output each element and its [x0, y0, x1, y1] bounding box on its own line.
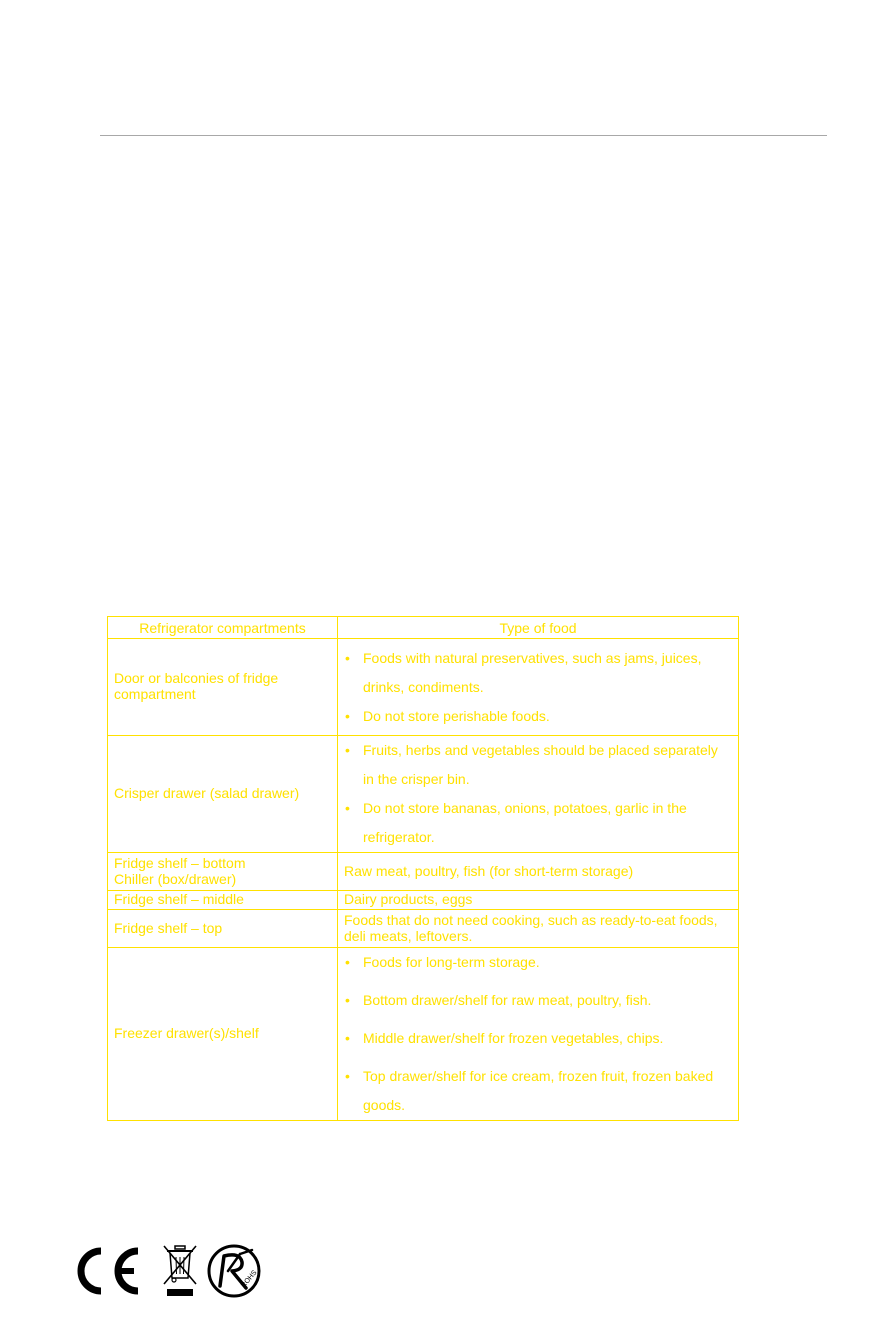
header-rule — [100, 135, 827, 136]
compartment-cell: Freezer drawer(s)/shelf — [108, 948, 338, 1121]
compartment-cell — [108, 853, 338, 891]
weee-crossed-bin-icon — [161, 1244, 199, 1298]
rohs-mark-icon — [206, 1244, 266, 1300]
compartment-cell: Fridge shelf – middle — [108, 891, 338, 910]
list-item: • Bottom drawer/shelf for raw meat, poultry, fish. — [344, 986, 732, 1015]
table-row — [108, 853, 739, 891]
food-cell: Dairy products, eggs — [338, 891, 739, 910]
compartment-line: Chiller (box/drawer) — [114, 870, 237, 887]
list-item: • Fruits, herbs and vegetables should be placed separately in the crisper bin. — [344, 736, 732, 794]
table-header-row — [108, 617, 739, 639]
food-cell — [338, 639, 739, 736]
table-row — [108, 910, 739, 948]
food-cell: Raw meat, poultry, fish (for short-term storage) — [338, 853, 739, 891]
ce-mark-icon — [70, 1244, 142, 1298]
table-row — [108, 948, 739, 1121]
food-cell: Foods that do not need cooking, such as ready-to-eat foods, deli meats, leftovers. — [338, 910, 739, 948]
table-row — [108, 639, 739, 736]
food-list — [344, 644, 732, 731]
list-item: • Foods for long-term storage. — [344, 948, 732, 977]
food-storage-table — [107, 616, 739, 1121]
table-row — [108, 736, 739, 853]
food-list — [344, 736, 732, 852]
compartment-cell: Crisper drawer (salad drawer) — [108, 736, 338, 853]
header-type-of-food: Type of food — [338, 617, 739, 639]
food-list — [344, 948, 732, 1120]
header-compartments: Refrigerator compartments — [108, 617, 338, 639]
list-item: • Foods with natural preservatives, such as jams, juices, drinks, condiments. — [344, 644, 732, 702]
svg-text:ROHS: ROHS — [240, 1269, 259, 1290]
list-item: • Do not store bananas, onions, potatoes, garlic in the refrigerator. — [344, 794, 732, 852]
compartment-line: Fridge shelf – bottom — [114, 854, 246, 871]
list-item: • Do not store perishable foods. — [344, 702, 732, 731]
table-row — [108, 891, 739, 910]
food-cell — [338, 736, 739, 853]
compartment-cell: Door or balconies of fridge compartment — [108, 639, 338, 736]
compartment-cell: Fridge shelf – top — [108, 910, 338, 948]
food-cell — [338, 948, 739, 1121]
list-item: • Top drawer/shelf for ice cream, frozen fruit, frozen baked goods. — [344, 1062, 732, 1120]
list-item: • Middle drawer/shelf for frozen vegetables, chips. — [344, 1024, 732, 1053]
